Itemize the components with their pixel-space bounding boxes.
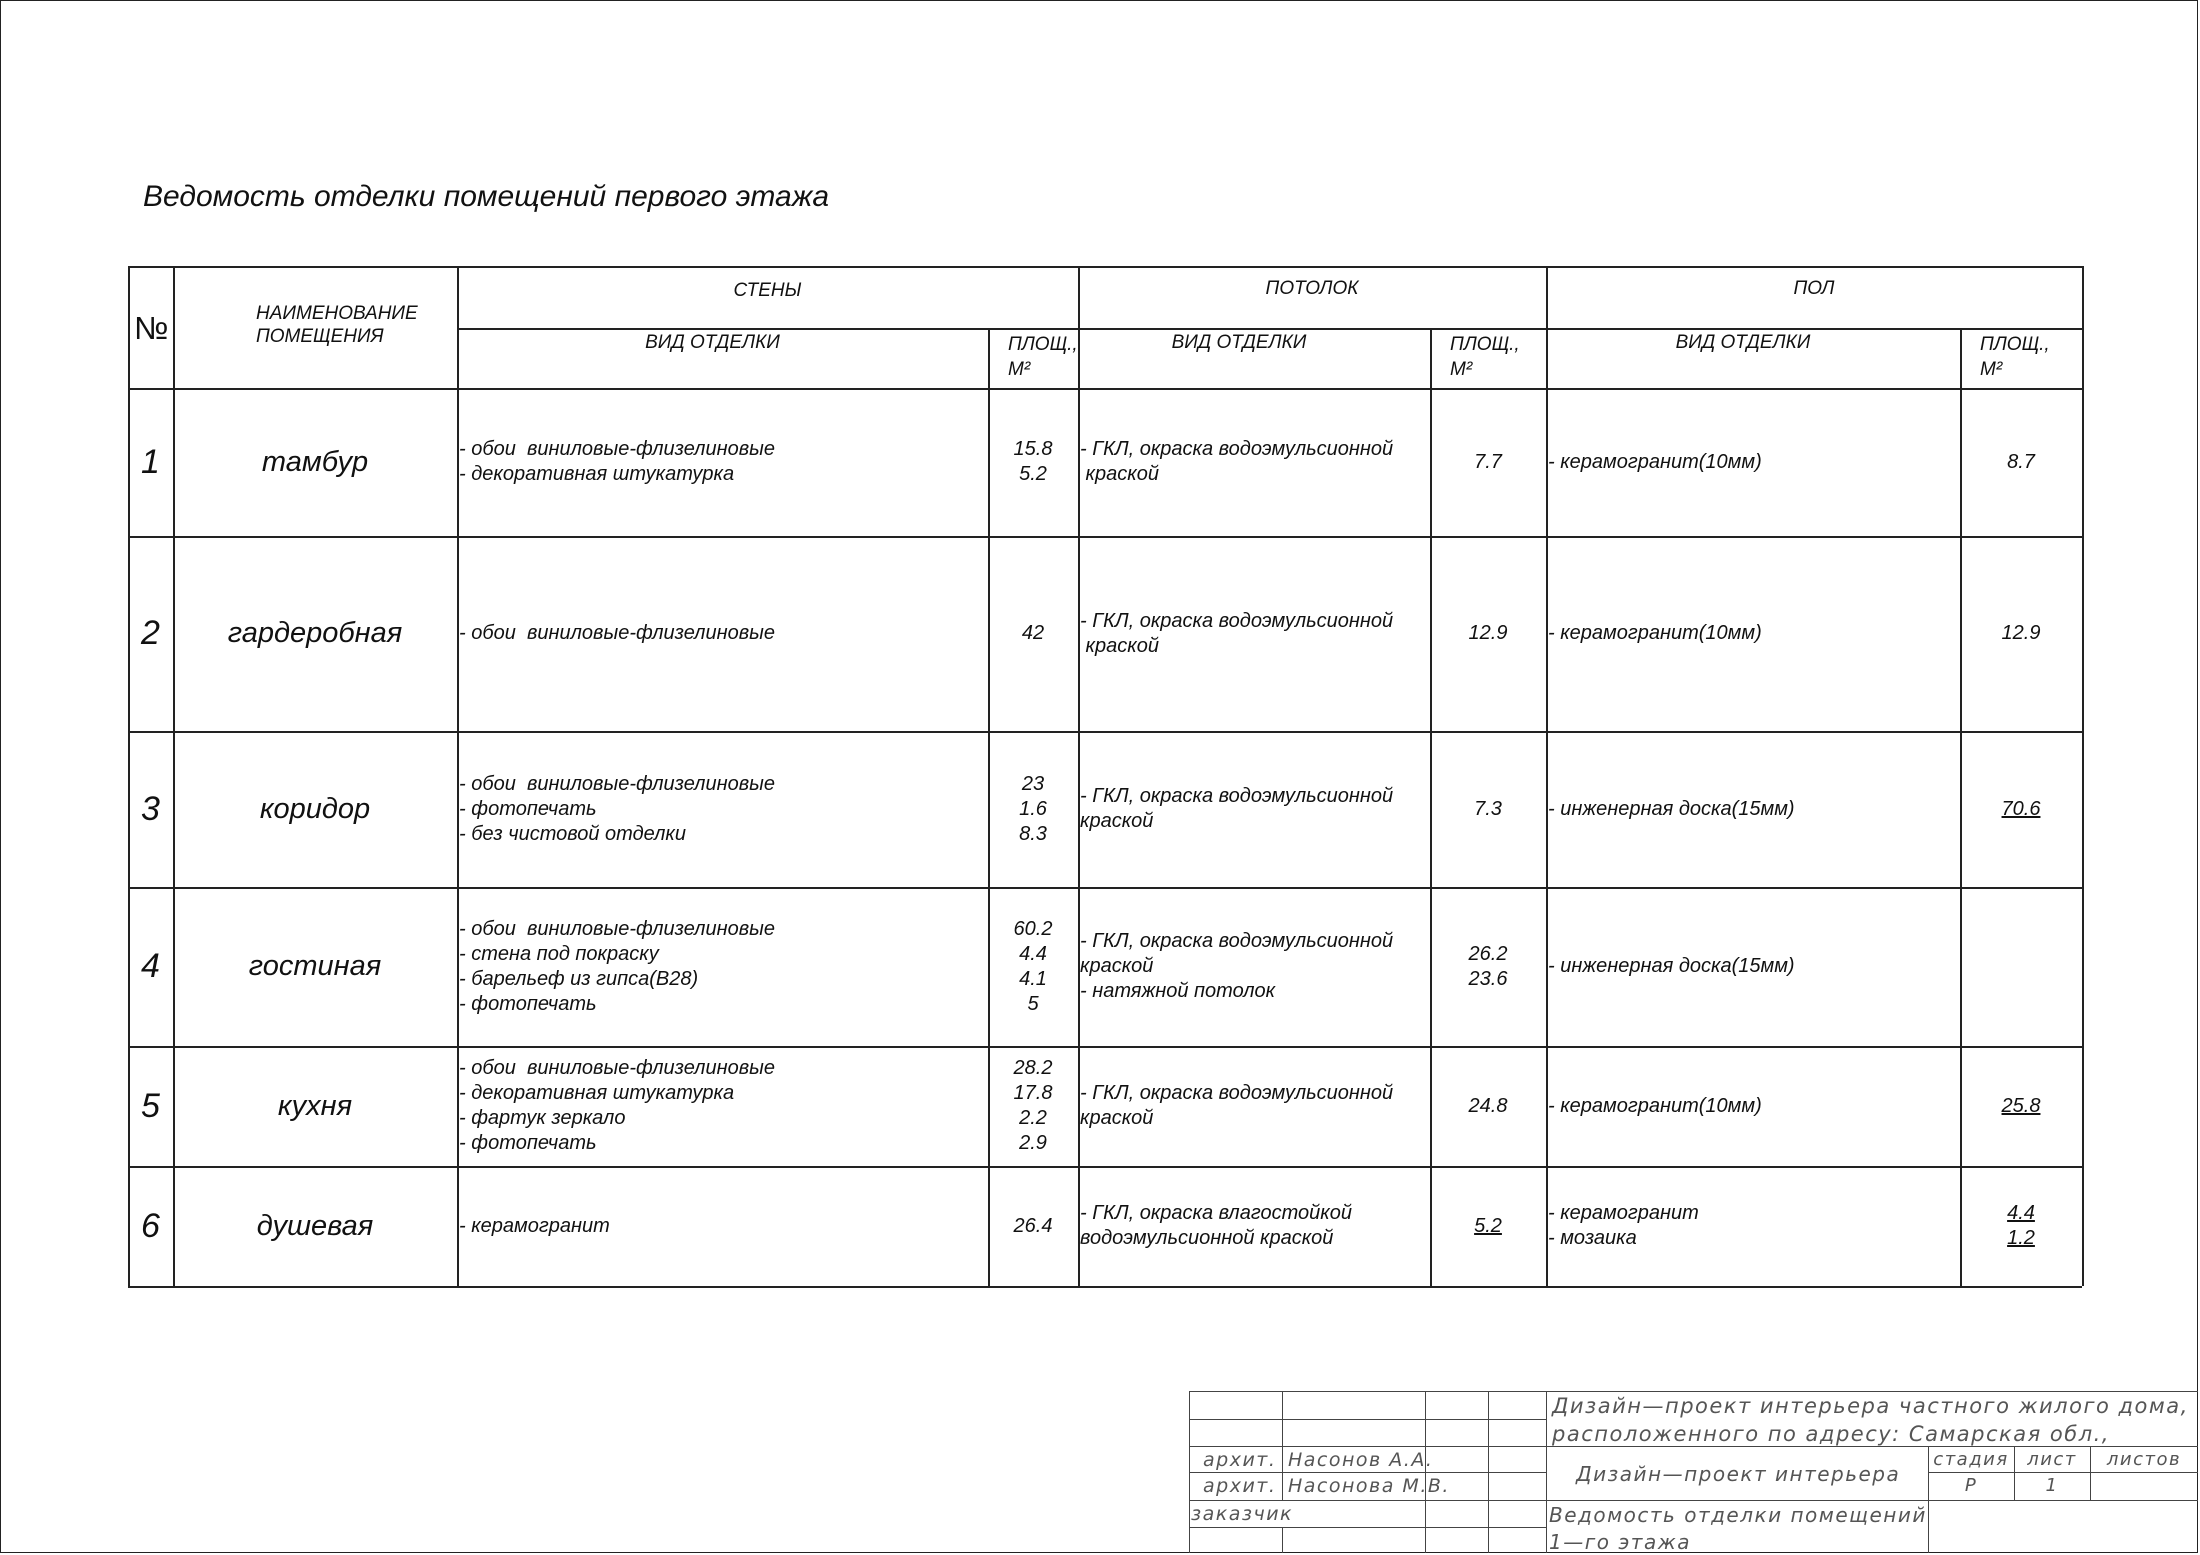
- ceiling-finish-line: - ГКЛ, окраска влагостойкой: [1080, 1202, 1352, 1224]
- floor-finish: [1547, 731, 1961, 887]
- stamp-role-client: заказчик: [1191, 1503, 1294, 1525]
- project-name-line2: расположенного по адресу: Самарская обл.,: [1552, 1422, 2110, 1446]
- ceiling-area-line: 24.8: [1468, 1094, 1508, 1117]
- header-floor-finish: ВИД ОТДЕЛКИ: [1675, 332, 1811, 353]
- ceiling-finish-line: - натяжной потолок: [1080, 980, 1276, 1002]
- stamp-role-architect-2: архит.: [1203, 1475, 1277, 1497]
- ceiling-finish: [1079, 887, 1431, 1046]
- walls-finish: [458, 1046, 989, 1166]
- room-name: душевая: [256, 1209, 374, 1242]
- walls-finish-line: - керамогранит: [459, 1214, 610, 1237]
- stamp-stage-header: стадия: [1933, 1449, 2009, 1470]
- ceiling-area-line: 7.7: [1474, 450, 1502, 473]
- floor-finish-line: - керамогранит(10мм): [1548, 622, 1762, 644]
- stamp-rule-h: [1189, 1391, 1546, 1392]
- walls-area-line: 26.4: [1013, 1214, 1053, 1237]
- room-name: тамбур: [261, 445, 369, 478]
- stamp-doc-title-line2: 1—го этажа: [1549, 1530, 1691, 1554]
- walls-area-line: 23: [1021, 772, 1045, 795]
- col-divider: [2082, 266, 2084, 1286]
- header-divider: [457, 328, 2082, 330]
- stamp-rule-v: [1488, 1391, 1489, 1553]
- ceiling-area: [1430, 1046, 1546, 1166]
- floor-area: [1960, 536, 2082, 731]
- walls-area: [988, 887, 1078, 1046]
- ceiling-area-line: 5.2: [1474, 1214, 1502, 1237]
- stamp-rule-h: [1928, 1472, 2198, 1473]
- stamp-person-2: Насонова М.В.: [1288, 1475, 1450, 1497]
- ceiling-finish-line: краской: [1080, 463, 1159, 485]
- room-name: кухня: [277, 1089, 353, 1122]
- floor-area-line: 12.9: [2001, 622, 2041, 644]
- floor-area: [1960, 1166, 2082, 1286]
- page-title: Ведомость отделки помещений первого этажа: [143, 180, 830, 213]
- ceiling-finish-line: - ГКЛ, окраска водоэмульсионной: [1080, 609, 1394, 632]
- row-number: 1: [141, 442, 160, 481]
- walls-area: [988, 731, 1078, 887]
- ceiling-area-line: 23.6: [1468, 967, 1508, 990]
- ceiling-finish-line: - ГКЛ, окраска водоэмульсионной: [1080, 438, 1394, 460]
- walls-finish: [458, 388, 989, 536]
- ceiling-area: [1430, 887, 1546, 1046]
- header-num: №: [134, 310, 169, 346]
- floor-finish: [1547, 887, 1961, 1046]
- ceiling-finish-line: краской: [1080, 810, 1154, 832]
- walls-area-line: 5: [1027, 992, 1039, 1015]
- walls-finish-line: - обои виниловые-флизелиновые: [459, 438, 775, 460]
- ceiling-area-line: 7.3: [1474, 797, 1502, 820]
- project-name-line1: Дизайн—проект интерьера частного жилого дома,: [1552, 1394, 2189, 1418]
- stamp-doc-title-line1: Ведомость отделки помещений: [1549, 1503, 1927, 1527]
- stamp-rule-h: [1189, 1527, 1546, 1528]
- ceiling-finish-line: - ГКЛ, окраска водоэмульсионной: [1080, 1082, 1394, 1104]
- floor-area-line: 8.7: [2007, 450, 2035, 473]
- stamp-rule-v: [1282, 1527, 1283, 1553]
- ceiling-area-line: 26.2: [1468, 942, 1508, 965]
- walls-finish: [458, 731, 989, 887]
- stamp-sheet-value: 1: [2045, 1475, 2059, 1496]
- floor-area-line: 25.8: [2001, 1094, 2041, 1117]
- ceiling-finish-line: водоэмульсионной краской: [1080, 1227, 1334, 1249]
- floor-finish-line: - керамогранит(10мм): [1548, 450, 1762, 473]
- stamp-rule-h: [1189, 1472, 1546, 1473]
- ceiling-finish: [1079, 1046, 1431, 1166]
- walls-area-line: 4.1: [1019, 967, 1047, 990]
- floor-finish-line: - керамогранит: [1548, 1202, 1699, 1224]
- ceiling-area: [1430, 388, 1546, 536]
- row-number: 4: [141, 947, 160, 985]
- stamp-rule-h: [1189, 1446, 2198, 1447]
- stamp-person-1: Насонов А.А.: [1288, 1449, 1434, 1471]
- walls-finish-line: - стена под покраску: [459, 942, 659, 965]
- stamp-sheets-header: листов: [2106, 1449, 2182, 1470]
- floor-finish: [1547, 388, 1961, 536]
- walls-area: [988, 388, 1078, 536]
- stamp-rule-h: [1189, 1419, 1546, 1420]
- walls-finish: [458, 1166, 989, 1286]
- ceiling-finish-line: - ГКЛ, окраска водоэмульсионной: [1080, 785, 1394, 807]
- stamp-rule-v: [1189, 1391, 1190, 1553]
- floor-finish: [1547, 1046, 1961, 1166]
- row-divider: [128, 1286, 2082, 1288]
- ceiling-finish-line: краской: [1080, 1107, 1154, 1129]
- header-walls-area: ПЛОЩ., М²: [1008, 334, 1078, 380]
- header-floor: ПОЛ: [1793, 278, 1835, 299]
- header-ceiling: ПОТОЛОК: [1265, 278, 1359, 299]
- room-name: гардеробная: [227, 617, 403, 649]
- stamp-rule-v: [1546, 1391, 1547, 1553]
- floor-area-line: 1.2: [2007, 1227, 2035, 1249]
- walls-finish-line: - обои виниловые-флизелиновые: [459, 1057, 775, 1079]
- walls-area-line: 17.8: [1013, 1082, 1053, 1104]
- walls-area-line: 4.4: [1019, 942, 1047, 965]
- ceiling-area: [1430, 1166, 1546, 1286]
- stamp-rule-h: [1546, 1391, 2198, 1392]
- ceiling-area: [1430, 536, 1546, 731]
- stamp-rule-h: [1189, 1500, 2198, 1501]
- header-walls: СТЕНЫ: [733, 280, 802, 301]
- stamp-role-architect-1: архит.: [1203, 1449, 1277, 1471]
- walls-finish-line: - обои виниловые-флизелиновые: [459, 772, 775, 795]
- walls-area-line: 60.2: [1013, 917, 1053, 940]
- walls-area-line: 1.6: [1019, 797, 1047, 820]
- stamp-rule-v: [1425, 1391, 1426, 1553]
- walls-finish-line: - фотопечать: [459, 797, 597, 820]
- stamp-design-label: Дизайн—проект интерьера: [1576, 1462, 1901, 1486]
- header-ceiling-finish: ВИД ОТДЕЛКИ: [1171, 332, 1307, 353]
- ceiling-finish: [1079, 388, 1431, 536]
- walls-area-line: 8.3: [1019, 822, 1047, 845]
- floor-area: [1960, 731, 2082, 887]
- walls-finish-line: - обои виниловые-флизелиновые: [459, 917, 775, 940]
- walls-finish: [458, 536, 989, 731]
- row-number: 5: [141, 1086, 160, 1125]
- stamp-sheet-header: лист: [2027, 1449, 2077, 1470]
- floor-area-line: 4.4: [2007, 1202, 2035, 1224]
- table-border-top: [128, 266, 2082, 268]
- walls-area-line: 15.8: [1013, 438, 1053, 460]
- walls-finish: [458, 887, 989, 1046]
- walls-area-line: 2.9: [1019, 1132, 1047, 1154]
- floor-area: [1960, 388, 2082, 536]
- floor-finish-line: - мозаика: [1548, 1227, 1637, 1249]
- floor-area: [1960, 887, 2082, 1046]
- walls-area-line: 42: [1021, 622, 1045, 644]
- floor-area-line: 70.6: [2001, 797, 2041, 820]
- walls-area-line: 28.2: [1013, 1057, 1053, 1079]
- walls-area-line: 2.2: [1019, 1107, 1047, 1129]
- walls-finish-line: - без чистовой отделки: [459, 822, 686, 845]
- walls-finish-line: - декоративная штукатурка: [459, 463, 735, 485]
- header-room-name: НАИМЕНОВАНИЕ ПОМЕЩЕНИЯ: [256, 303, 418, 347]
- floor-finish-line: - инженерная доска(15мм): [1548, 955, 1795, 977]
- ceiling-area-line: 12.9: [1468, 622, 1508, 644]
- room-name: гостиная: [248, 950, 382, 982]
- walls-area-line: 5.2: [1019, 463, 1047, 485]
- row-number: 2: [141, 614, 160, 652]
- row-number: 6: [141, 1206, 160, 1245]
- ceiling-finish-line: краской: [1080, 955, 1154, 977]
- room-name: коридор: [259, 792, 371, 825]
- floor-finish: [1547, 536, 1961, 731]
- row-number: 3: [141, 789, 160, 828]
- floor-finish-line: - инженерная доска(15мм): [1548, 797, 1795, 820]
- walls-area: [988, 536, 1078, 731]
- ceiling-finish-line: - ГКЛ, окраска водоэмульсионной: [1080, 930, 1394, 952]
- ceiling-finish: [1079, 731, 1431, 887]
- header-floor-area: ПЛОЩ., М²: [1980, 334, 2050, 380]
- walls-finish-line: - декоративная штукатурка: [459, 1082, 735, 1104]
- walls-area: [988, 1166, 1078, 1286]
- ceiling-area: [1430, 731, 1546, 887]
- stamp-stage-value: Р: [1964, 1475, 1978, 1496]
- walls-finish-line: - фотопечать: [459, 992, 597, 1015]
- floor-finish-line: - керамогранит(10мм): [1548, 1094, 1762, 1117]
- walls-finish-line: - обои виниловые-флизелиновые: [459, 622, 775, 644]
- walls-area: [988, 1046, 1078, 1166]
- header-ceiling-area: ПЛОЩ., М²: [1450, 334, 1520, 380]
- ceiling-finish: [1079, 536, 1431, 731]
- walls-finish-line: - барельеф из гипса(В28): [459, 967, 699, 990]
- floor-finish: [1547, 1166, 1961, 1286]
- ceiling-finish: [1079, 1166, 1431, 1286]
- walls-finish-line: - фартук зеркало: [459, 1107, 626, 1129]
- stamp-rule-v: [1282, 1391, 1283, 1500]
- floor-area: [1960, 1046, 2082, 1166]
- header-walls-finish: ВИД ОТДЕЛКИ: [645, 332, 780, 353]
- walls-finish-line: - фотопечать: [459, 1132, 597, 1154]
- ceiling-finish-line: краской: [1080, 634, 1159, 657]
